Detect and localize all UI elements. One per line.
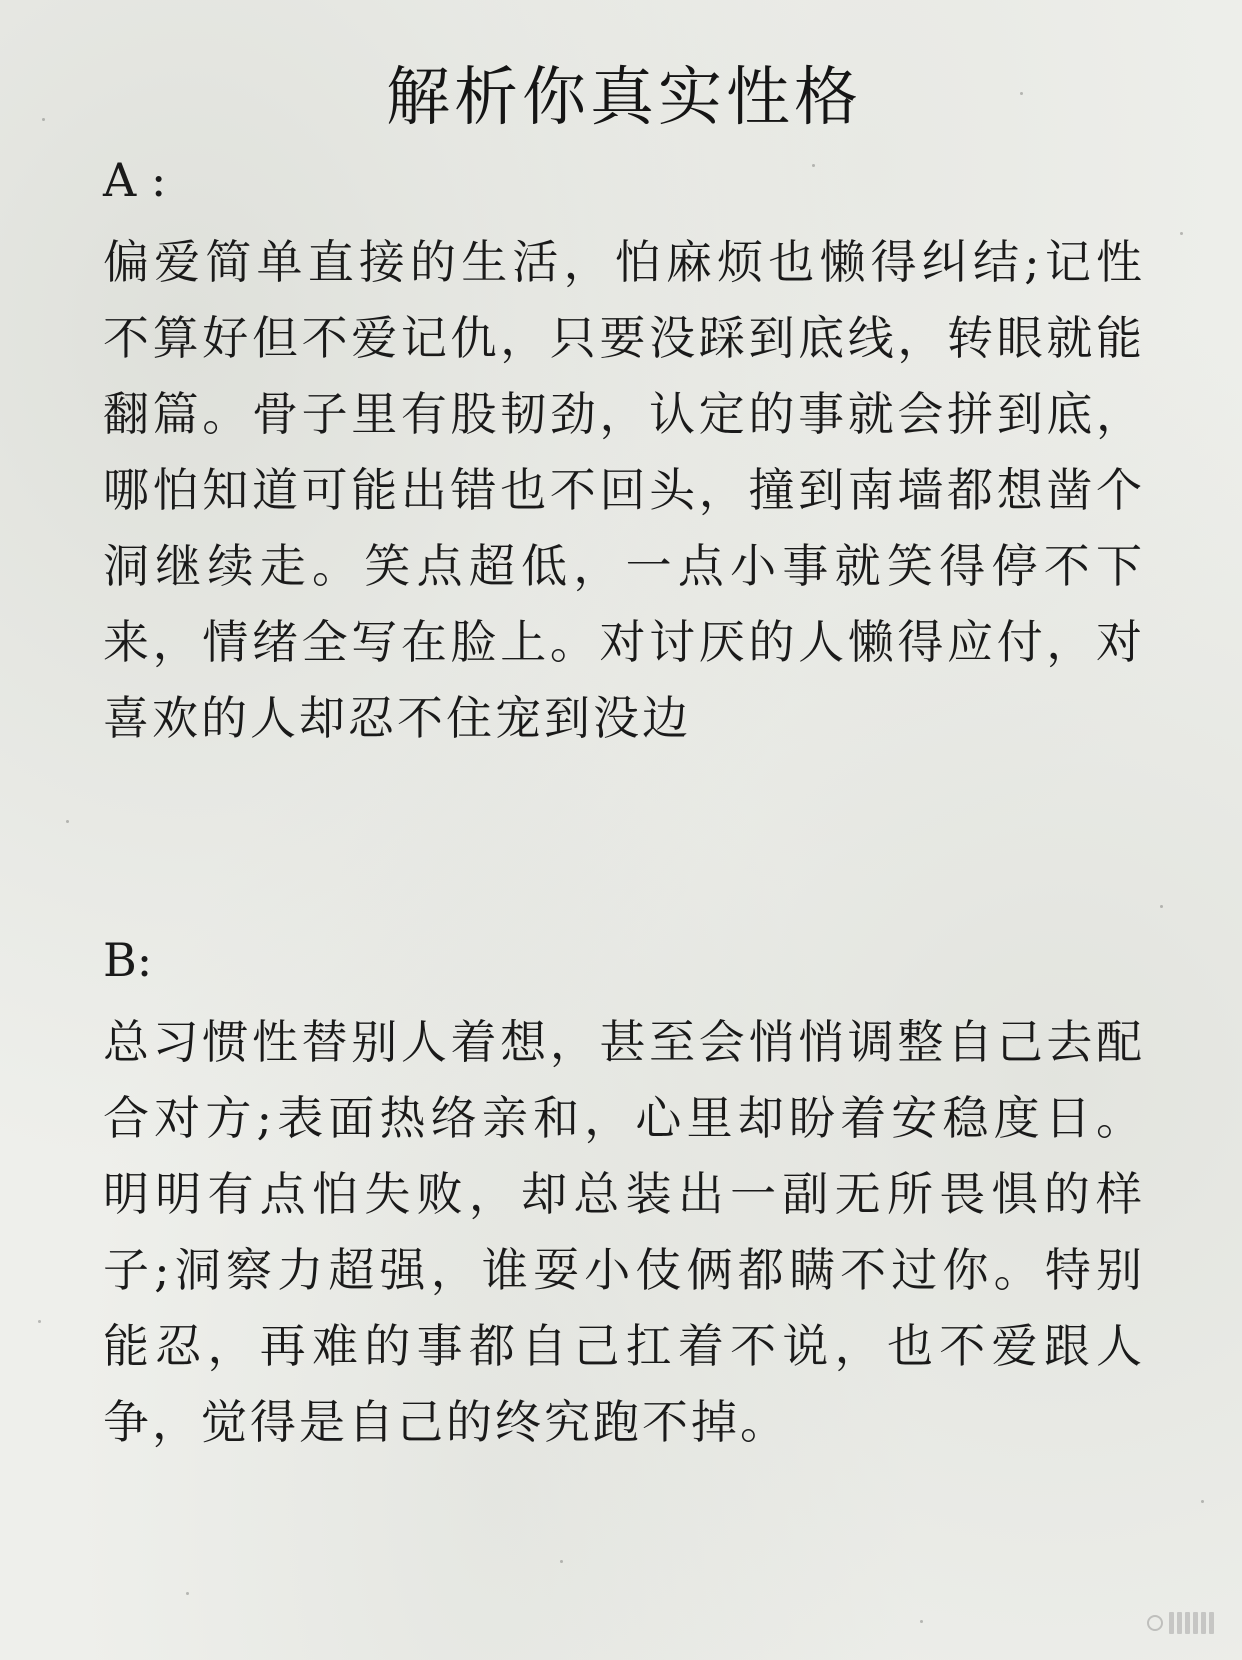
section-a-label: A :	[103, 153, 167, 207]
section-b-text: 总习惯性替别人着想，甚至会悄悄调整自己去配合对方;表面热络亲和，心里却盼着安稳度日。明明有点怕失败，却总装出一副无所畏惧的样子;洞察力超强，谁耍小伎俩都瞒不过你。特别能忍，再难的事都自己扛着不说，也不爱跟人争，觉得是自己的终究跑不掉。	[103, 1015, 1145, 1449]
section-a-text: 偏爱简单直接的生活，怕麻烦也懒得纠结;记性不算好但不爱记仇，只要没踩到底线，转眼就能翻篇。骨子里有股韧劲，认定的事就会拼到底，哪怕知道可能出错也不回头，撞到南墙都想凿个洞继续走。笑点超低，一点小事就笑得停不下来，情绪全写在脸上。对讨厌的人懒得应付，对喜欢的人却忍不住宠到没边	[103, 235, 1145, 745]
watermark-logo-icon	[1147, 1612, 1214, 1634]
section-a	[103, 150, 1145, 756]
section-b-label: B:	[103, 933, 153, 987]
page-title: 解析你真实性格	[386, 61, 862, 135]
section-b	[103, 930, 1145, 1460]
